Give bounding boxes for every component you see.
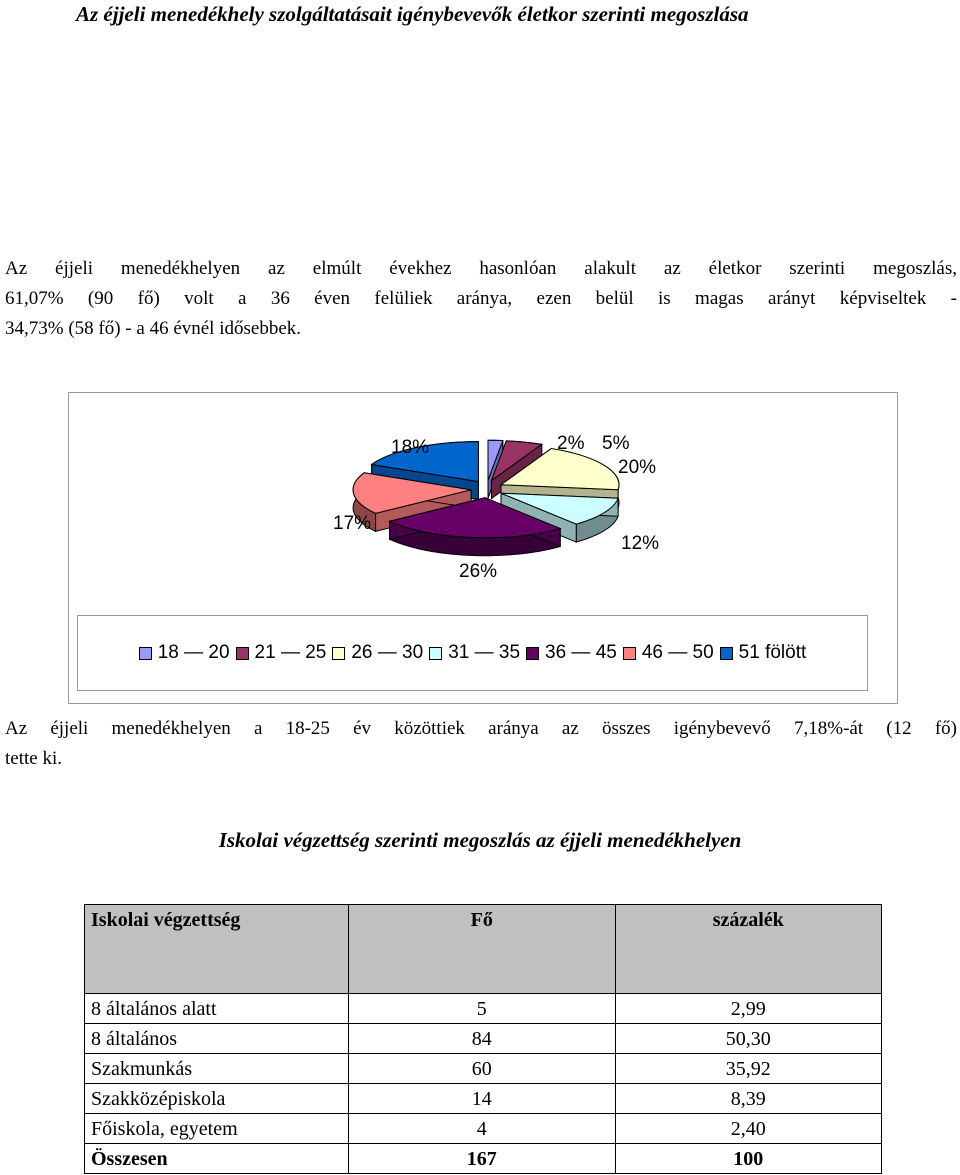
intro-line-1: Az éjjeli menedékhelyen az elmúlt évekhez hasonlóan alakult az életkor szerinti megoszlás, <box>5 258 957 279</box>
table-row <box>85 1024 882 1054</box>
legend-swatch <box>720 647 733 660</box>
legend-label: 36 — 45 <box>545 642 617 663</box>
intro-line-2: 61,07% (90 fő) volt a 36 éven felüliek aránya, ezen belül is magas arányt képviseltek - <box>5 288 957 309</box>
cell-percent: 50,30 <box>615 1024 882 1054</box>
legend-swatch <box>623 647 636 660</box>
cell-count: 84 <box>349 1024 616 1054</box>
table-title: Iskolai végzettség szerinti megoszlás az éjjeli menedékhelyen <box>218 828 742 852</box>
cell-count: 5 <box>349 994 616 1024</box>
pie-label-6: 18% <box>391 437 430 458</box>
summary-line-2: tette ki. <box>5 748 62 769</box>
legend-swatch <box>236 647 249 660</box>
cell-percent: 2,99 <box>615 994 882 1024</box>
cell-percent: 2,40 <box>615 1114 882 1144</box>
age-summary-paragraph <box>5 714 957 774</box>
legend-label: 46 — 50 <box>641 642 714 663</box>
table-row <box>85 1114 882 1144</box>
table-total-row <box>85 1144 882 1174</box>
table-row <box>85 1084 882 1114</box>
cell-count: 60 <box>349 1054 616 1084</box>
pie-label-0: 2% <box>557 433 585 454</box>
pie-label-5: 17% <box>333 513 372 534</box>
legend-item <box>526 642 617 664</box>
total-label: Összesen <box>85 1144 349 1174</box>
header-percent: százalék <box>615 905 882 994</box>
intro-paragraph <box>5 254 957 344</box>
table-row <box>85 1054 882 1084</box>
legend-item <box>623 642 714 664</box>
cell-percent: 8,39 <box>615 1084 882 1114</box>
legend-label: 18 — 20 <box>157 642 230 663</box>
legend-swatch <box>332 647 345 660</box>
pie-label-1: 5% <box>602 433 630 454</box>
total-count: 167 <box>349 1144 616 1174</box>
legend-label: 21 — 25 <box>254 642 327 663</box>
chart-legend <box>77 615 868 691</box>
summary-line-1: Az éjjeli menedékhelyen a 18-25 év közöttiek aránya az összes igénybevevő 7,18%-át (12 fő) <box>5 718 957 739</box>
pie-label-3: 12% <box>621 533 660 554</box>
total-percent: 100 <box>615 1144 882 1174</box>
legend-item <box>332 642 423 664</box>
legend-item <box>139 642 230 664</box>
cell-education: 8 általános alatt <box>85 994 349 1024</box>
cell-percent: 35,92 <box>615 1054 882 1084</box>
legend-item <box>720 642 807 664</box>
legend-item <box>236 642 327 664</box>
table-header-row <box>85 905 882 994</box>
cell-education: Szakmunkás <box>85 1054 349 1084</box>
legend-label: 31 — 35 <box>448 642 521 663</box>
cell-count: 4 <box>349 1114 616 1144</box>
header-education: Iskolai végzettség <box>85 905 349 994</box>
education-table <box>84 904 882 1174</box>
age-pie-chart <box>68 392 898 704</box>
cell-education: 8 általános <box>85 1024 349 1054</box>
intro-line-3: 34,73% (58 fő) - a 46 évnél idősebbek. <box>5 318 302 339</box>
legend-swatch <box>526 647 539 660</box>
header-count: Fő <box>349 905 616 994</box>
cell-education: Szakközépiskola <box>85 1084 349 1114</box>
legend-label: 26 — 30 <box>351 642 424 663</box>
cell-education: Főiskola, egyetem <box>85 1114 349 1144</box>
cell-count: 14 <box>349 1084 616 1114</box>
legend-item <box>429 642 520 664</box>
page-title: Az éjjeli menedékhely szolgáltatásait igénybevevők életkor szerinti megoszlása <box>76 2 749 26</box>
table-row <box>85 994 882 1024</box>
legend-swatch <box>429 647 442 660</box>
pie-label-2: 20% <box>618 457 657 478</box>
pie-label-4: 26% <box>459 561 498 582</box>
legend-swatch <box>139 647 152 660</box>
legend-label: 51 fölött <box>738 642 807 663</box>
pie-chart-svg <box>69 393 899 615</box>
